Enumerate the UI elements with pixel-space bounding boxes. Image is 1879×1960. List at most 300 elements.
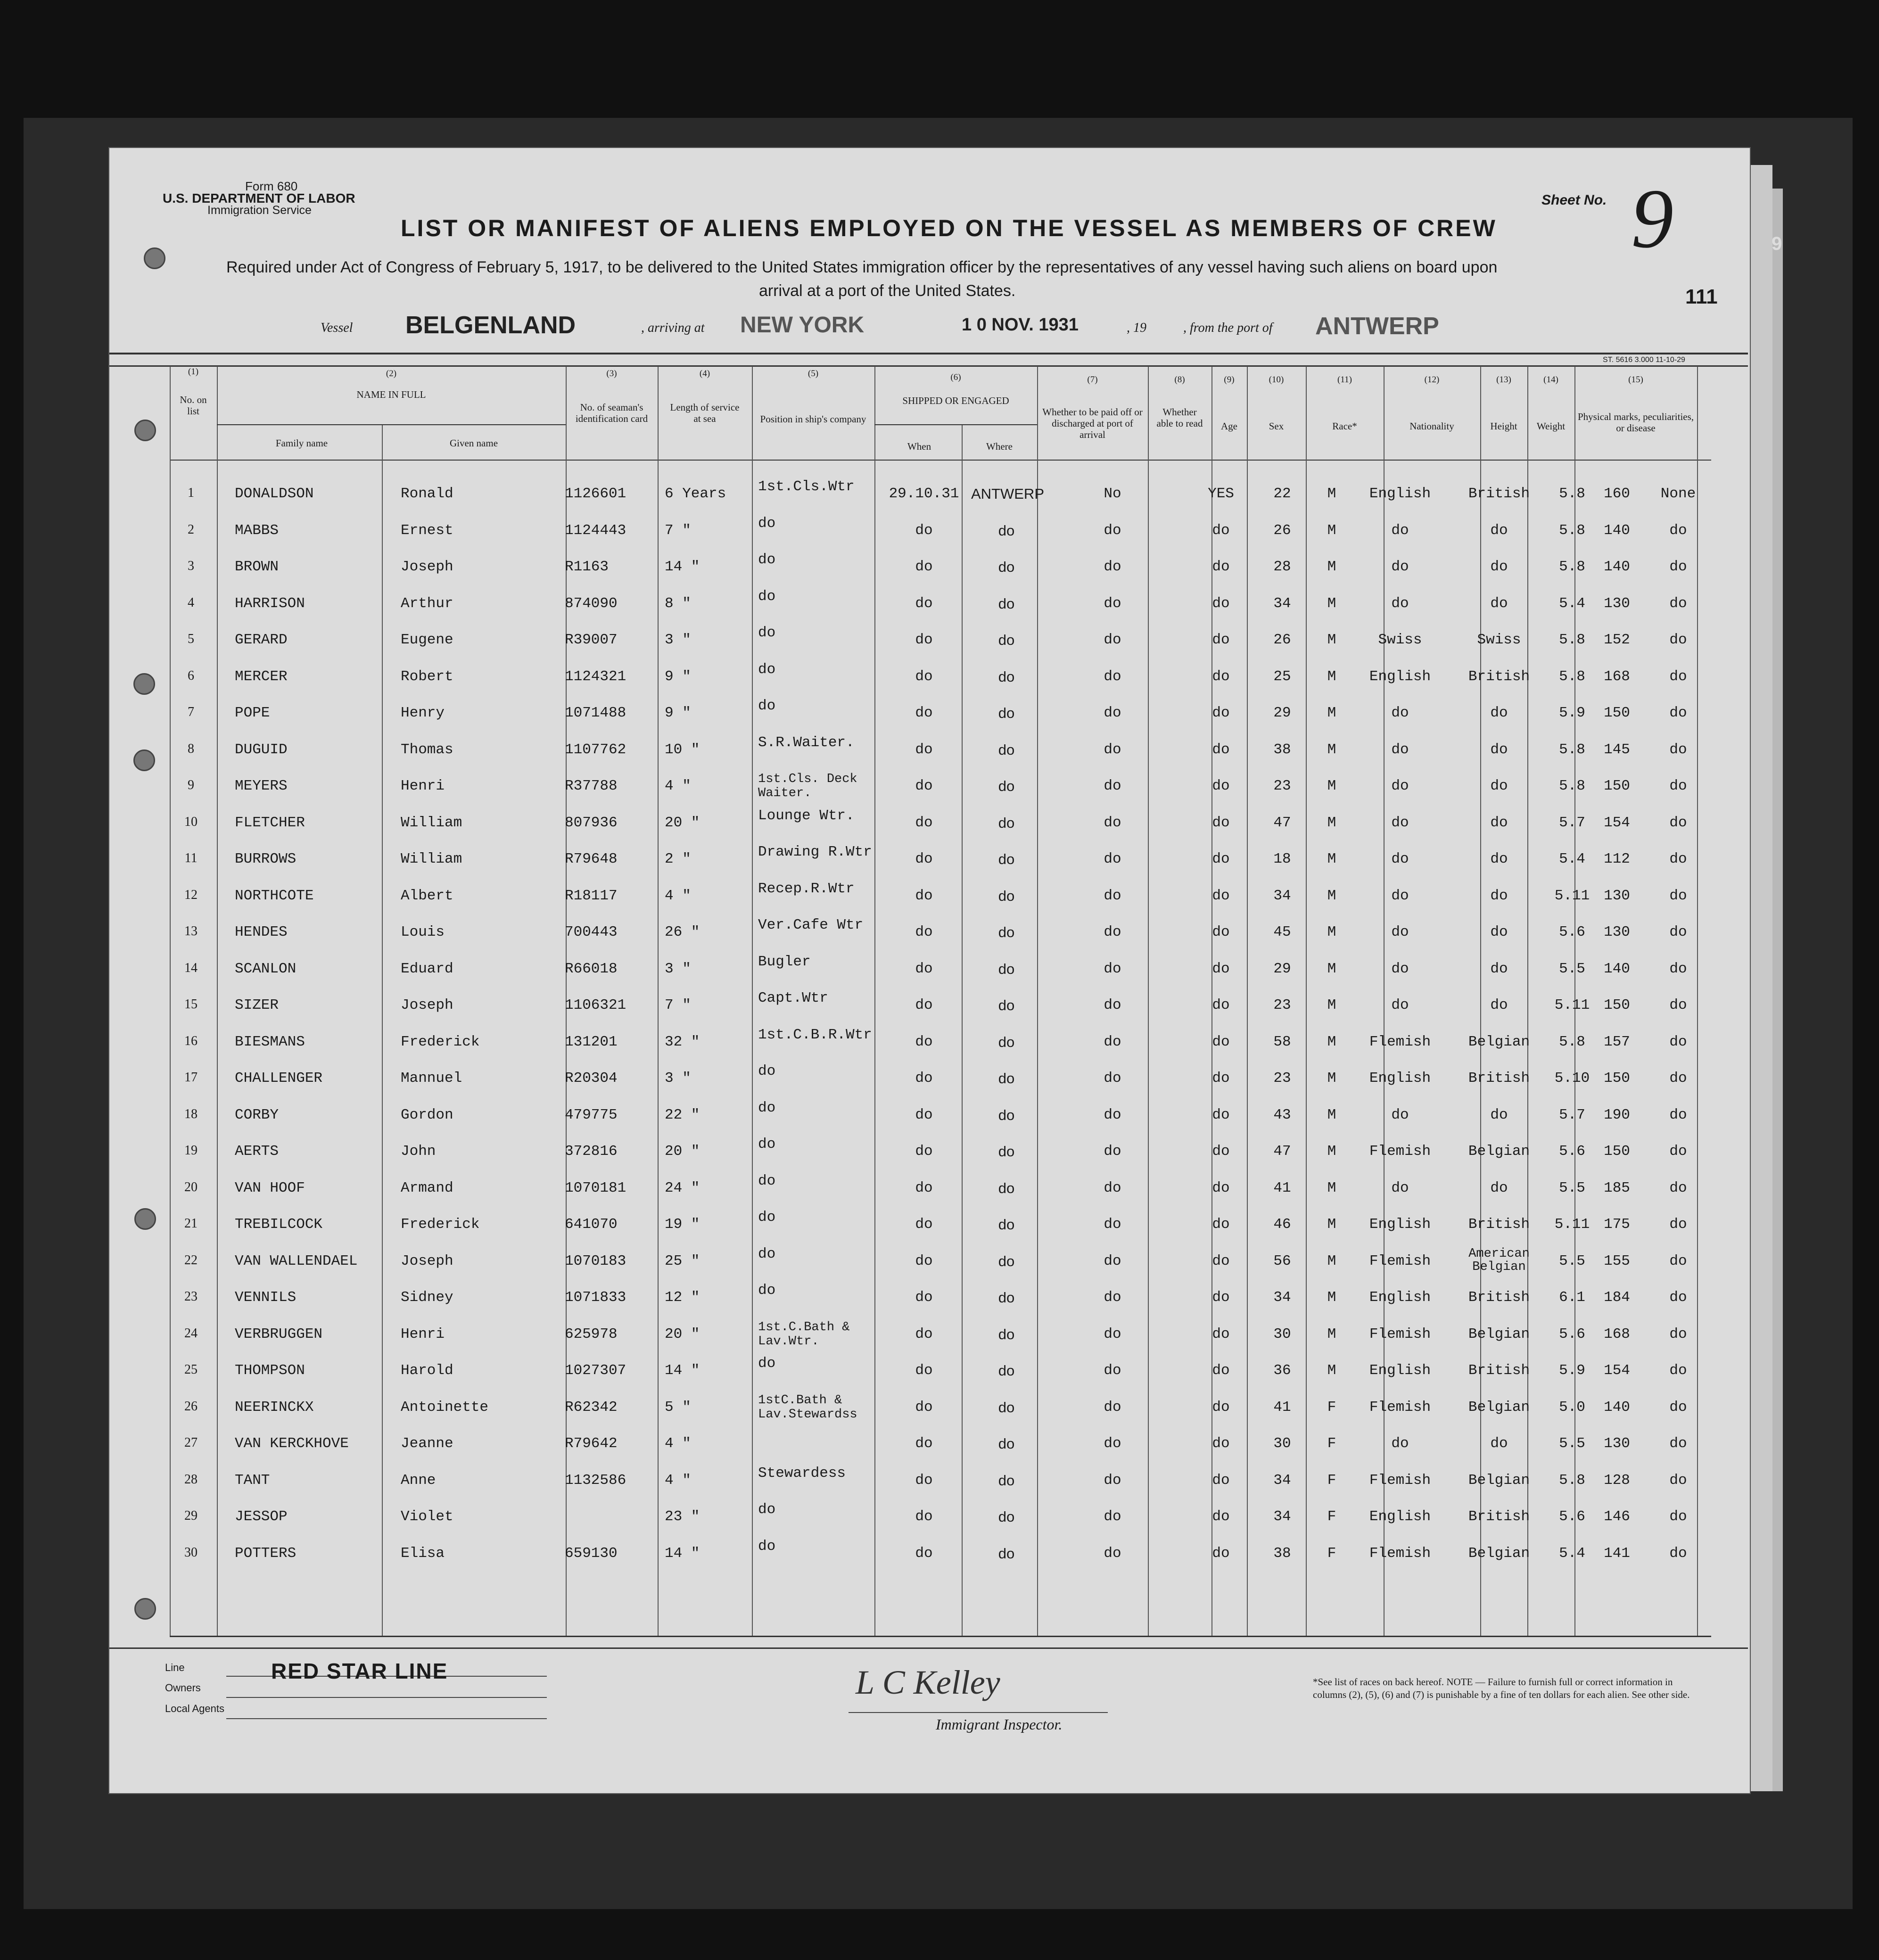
service-length: 19 " bbox=[665, 1216, 700, 1233]
seaman-id: R20304 bbox=[565, 1070, 618, 1087]
shipped-when: do bbox=[915, 1143, 933, 1160]
shipped-when: do bbox=[915, 559, 933, 575]
shipped-when: do bbox=[915, 924, 933, 940]
table-row bbox=[170, 590, 1711, 626]
service-name: Immigration Service bbox=[207, 204, 312, 217]
given-name: Frederick bbox=[401, 1033, 480, 1050]
able-to-read: do bbox=[1212, 851, 1230, 867]
physical-marks: do bbox=[1669, 1143, 1687, 1160]
service-length: 20 " bbox=[665, 1326, 700, 1342]
service-length: 32 " bbox=[665, 1033, 700, 1050]
sex: M bbox=[1327, 960, 1336, 977]
given-name: Thomas bbox=[401, 741, 453, 758]
row-number: 29 bbox=[184, 1508, 198, 1523]
table-row bbox=[170, 882, 1711, 918]
line-label: Line bbox=[165, 1662, 185, 1673]
race: do bbox=[1391, 778, 1409, 794]
able-to-read: do bbox=[1212, 778, 1230, 794]
weight: 152 bbox=[1604, 632, 1630, 648]
shipped-when: do bbox=[915, 1289, 933, 1306]
race: do bbox=[1391, 1435, 1409, 1452]
sex: M bbox=[1327, 632, 1336, 648]
row-number: 6 bbox=[188, 668, 194, 683]
seaman-id: 1071833 bbox=[565, 1289, 626, 1306]
row-number: 15 bbox=[184, 997, 198, 1012]
physical-marks: do bbox=[1669, 1472, 1687, 1489]
shipped-where: do bbox=[998, 887, 1015, 904]
family-name: NORTHCOTE bbox=[235, 887, 314, 904]
row-number: 24 bbox=[184, 1326, 198, 1341]
subtitle-line-2: arrival at a port of the United States. bbox=[759, 282, 1016, 300]
family-name: POTTERS bbox=[235, 1545, 297, 1562]
able-to-read: do bbox=[1212, 887, 1230, 904]
able-to-read: do bbox=[1212, 1326, 1230, 1342]
row-number: 28 bbox=[184, 1472, 198, 1487]
given-name: Joseph bbox=[401, 997, 453, 1013]
row-number: 2 bbox=[188, 522, 194, 537]
seaman-id: 1070181 bbox=[565, 1179, 626, 1196]
row-number: 3 bbox=[188, 559, 194, 573]
table-row bbox=[170, 1028, 1711, 1064]
weight: 160 bbox=[1604, 486, 1630, 502]
weight: 141 bbox=[1604, 1545, 1630, 1562]
service-length: 2 " bbox=[665, 851, 691, 867]
row-number: 5 bbox=[188, 632, 194, 646]
seaman-id: 1071488 bbox=[565, 705, 626, 721]
shipped-when: do bbox=[915, 1216, 933, 1233]
age: 56 bbox=[1273, 1252, 1291, 1269]
age: 22 bbox=[1273, 486, 1291, 502]
family-name: VAN HOOF bbox=[235, 1179, 305, 1196]
sex: M bbox=[1327, 778, 1336, 794]
able-to-read: do bbox=[1212, 1545, 1230, 1562]
paid-off: do bbox=[1104, 1179, 1121, 1196]
weight: 112 bbox=[1604, 851, 1630, 867]
shipped-where: do bbox=[998, 559, 1015, 575]
paid-off: No bbox=[1104, 486, 1121, 502]
service-length: 4 " bbox=[665, 778, 691, 794]
given-name: William bbox=[401, 851, 462, 867]
weight: 150 bbox=[1604, 997, 1630, 1013]
family-name: HENDES bbox=[235, 924, 288, 940]
race: do bbox=[1391, 595, 1409, 612]
col-height-number: (13) bbox=[1496, 375, 1511, 385]
nationality: do bbox=[1490, 741, 1508, 758]
shipped-where: do bbox=[998, 1326, 1015, 1342]
shipped-when: do bbox=[915, 1070, 933, 1087]
given-name: Jeanne bbox=[401, 1435, 453, 1452]
paid-off: do bbox=[1104, 1326, 1121, 1342]
position: Bugler bbox=[758, 953, 811, 970]
service-length: 23 " bbox=[665, 1508, 700, 1525]
shipped-where: do bbox=[998, 960, 1015, 977]
seaman-id: 1126601 bbox=[565, 486, 626, 502]
table-row bbox=[170, 1284, 1711, 1319]
physical-marks: do bbox=[1669, 1399, 1687, 1416]
race: do bbox=[1391, 960, 1409, 977]
shipped-when: do bbox=[915, 1435, 933, 1452]
col-where-label: Where bbox=[986, 441, 1013, 452]
height: 5.8 bbox=[1559, 1472, 1585, 1489]
col-no-label: No. on list bbox=[180, 394, 207, 417]
paid-off: do bbox=[1104, 1033, 1121, 1050]
owners-underline bbox=[226, 1697, 547, 1698]
table-row bbox=[170, 553, 1711, 589]
given-name: Arthur bbox=[401, 595, 453, 612]
shipped-where: do bbox=[998, 1399, 1015, 1416]
table-row bbox=[170, 1357, 1711, 1392]
paid-off: do bbox=[1104, 1252, 1121, 1269]
table-row bbox=[170, 1503, 1711, 1539]
able-to-read: do bbox=[1212, 1179, 1230, 1196]
physical-marks: do bbox=[1669, 1545, 1687, 1562]
able-to-read: do bbox=[1212, 1289, 1230, 1306]
race: do bbox=[1391, 851, 1409, 867]
shipped-when: 29.10.31 bbox=[889, 486, 959, 502]
seaman-id: 807936 bbox=[565, 814, 618, 831]
seaman-id: 1070183 bbox=[565, 1252, 626, 1269]
physical-marks: do bbox=[1669, 1033, 1687, 1050]
height: 5.0 bbox=[1559, 1399, 1585, 1416]
punch-hole bbox=[133, 749, 155, 771]
height: 5.4 bbox=[1559, 595, 1585, 612]
nationality: Belgian bbox=[1468, 1326, 1530, 1342]
paid-off: do bbox=[1104, 814, 1121, 831]
rule bbox=[109, 365, 1748, 367]
shipped-where: do bbox=[998, 851, 1015, 867]
weight: 150 bbox=[1604, 778, 1630, 794]
given-name: Henri bbox=[401, 1326, 445, 1342]
row-number: 4 bbox=[188, 595, 194, 610]
row-number: 30 bbox=[184, 1545, 198, 1560]
physical-marks: do bbox=[1669, 668, 1687, 685]
shipped-where: do bbox=[998, 1070, 1015, 1087]
able-to-read: do bbox=[1212, 668, 1230, 685]
col-physical-label: Physical marks, peculiarities, or disease bbox=[1577, 411, 1694, 434]
paid-off: do bbox=[1104, 668, 1121, 685]
position: do bbox=[758, 1245, 776, 1262]
sex: F bbox=[1327, 1545, 1336, 1562]
service-length: 4 " bbox=[665, 1472, 691, 1489]
able-to-read: YES bbox=[1208, 486, 1234, 502]
seaman-id: R18117 bbox=[565, 887, 618, 904]
able-to-read: do bbox=[1212, 632, 1230, 648]
table-row bbox=[170, 1466, 1711, 1502]
col-paid-label: Whether to be paid off or discharged at port of arrival bbox=[1042, 406, 1143, 441]
able-to-read: do bbox=[1212, 1252, 1230, 1269]
print-code: ST. 5616 3.000 11-10-29 bbox=[1603, 356, 1685, 364]
from-port-label: , from the port of bbox=[1183, 321, 1273, 335]
race: Swiss bbox=[1378, 632, 1422, 648]
nationality: do bbox=[1490, 522, 1508, 539]
position: 1st.C.B.R.Wtr bbox=[758, 1026, 872, 1043]
shipped-when: do bbox=[915, 1106, 933, 1123]
page-title: LIST OR MANIFEST OF ALIENS EMPLOYED ON THE VESSEL AS MEMBERS OF CREW bbox=[401, 215, 1497, 241]
able-to-read: do bbox=[1212, 997, 1230, 1013]
family-name: DUGUID bbox=[235, 741, 288, 758]
paid-off: do bbox=[1104, 741, 1121, 758]
weight: 175 bbox=[1604, 1216, 1630, 1233]
nationality: British bbox=[1468, 1508, 1530, 1525]
weight: 140 bbox=[1604, 522, 1630, 539]
age: 45 bbox=[1273, 924, 1291, 940]
physical-marks: do bbox=[1669, 887, 1687, 904]
shipped-when: do bbox=[915, 632, 933, 648]
col-id-label: No. of seaman's identification card bbox=[575, 402, 648, 425]
table-row bbox=[170, 663, 1711, 699]
weight: 140 bbox=[1604, 960, 1630, 977]
physical-marks: do bbox=[1669, 814, 1687, 831]
side-number: 9 bbox=[1772, 233, 1782, 254]
age: 29 bbox=[1273, 960, 1291, 977]
nationality: Belgian bbox=[1468, 1033, 1530, 1050]
age: 30 bbox=[1273, 1326, 1291, 1342]
shipped-when: do bbox=[915, 1326, 933, 1342]
height: 5.6 bbox=[1559, 1508, 1585, 1525]
row-number: 19 bbox=[184, 1143, 198, 1158]
weight: 168 bbox=[1604, 668, 1630, 685]
shipped-when: do bbox=[915, 960, 933, 977]
table-row bbox=[170, 772, 1711, 808]
given-name: Armand bbox=[401, 1179, 453, 1196]
position: 1st.Cls. Deck Waiter. bbox=[758, 772, 857, 800]
table-row bbox=[170, 1137, 1711, 1173]
from-port: ANTWERP bbox=[1315, 313, 1439, 340]
physical-marks: do bbox=[1669, 997, 1687, 1013]
family-name: VAN WALLENDAEL bbox=[235, 1252, 358, 1269]
family-name: BROWN bbox=[235, 559, 279, 575]
col-race-number: (11) bbox=[1337, 375, 1352, 385]
shipped-when: do bbox=[915, 1033, 933, 1050]
race: English bbox=[1369, 1289, 1431, 1306]
sex: M bbox=[1327, 522, 1336, 539]
able-to-read: do bbox=[1212, 1216, 1230, 1233]
shipped-where: do bbox=[998, 595, 1015, 612]
weight: 140 bbox=[1604, 1399, 1630, 1416]
agents-underline bbox=[226, 1718, 547, 1719]
race: English bbox=[1369, 1362, 1431, 1379]
sex: F bbox=[1327, 1508, 1336, 1525]
table-row bbox=[170, 517, 1711, 552]
table-row bbox=[170, 626, 1711, 662]
sex: M bbox=[1327, 851, 1336, 867]
shipped-when: do bbox=[915, 595, 933, 612]
seaman-id: 641070 bbox=[565, 1216, 618, 1233]
race: English bbox=[1369, 1216, 1431, 1233]
position: 1stC.Bath & Lav.Stewardss bbox=[758, 1393, 857, 1422]
race: do bbox=[1391, 1106, 1409, 1123]
rule bbox=[109, 353, 1748, 354]
position: do bbox=[758, 1538, 776, 1555]
physical-marks: do bbox=[1669, 1216, 1687, 1233]
given-name: Henri bbox=[401, 778, 445, 794]
family-name: HARRISON bbox=[235, 595, 305, 612]
shipped-where: do bbox=[998, 924, 1015, 940]
age: 34 bbox=[1273, 1289, 1291, 1306]
shipped-where: do bbox=[998, 1289, 1015, 1306]
able-to-read: do bbox=[1212, 522, 1230, 539]
shipped-where: do bbox=[998, 1179, 1015, 1196]
sex: F bbox=[1327, 1472, 1336, 1489]
row-number: 8 bbox=[188, 741, 194, 756]
paid-off: do bbox=[1104, 1472, 1121, 1489]
col-position-number: (5) bbox=[808, 369, 819, 379]
race: do bbox=[1391, 887, 1409, 904]
given-name: Elisa bbox=[401, 1545, 445, 1562]
row-number: 13 bbox=[184, 924, 198, 939]
paid-off: do bbox=[1104, 1216, 1121, 1233]
paid-off: do bbox=[1104, 1289, 1121, 1306]
vessel-line bbox=[321, 311, 1442, 342]
height: 5.6 bbox=[1559, 924, 1585, 940]
sex: M bbox=[1327, 814, 1336, 831]
family-name: BIESMANS bbox=[235, 1033, 305, 1050]
sex: M bbox=[1327, 1106, 1336, 1123]
row-number: 27 bbox=[184, 1435, 198, 1450]
seaman-id: 659130 bbox=[565, 1545, 618, 1562]
height: 5.11 bbox=[1554, 887, 1590, 904]
family-name: CHALLENGER bbox=[235, 1070, 323, 1087]
given-name: Ernest bbox=[401, 522, 453, 539]
nationality: British bbox=[1468, 1289, 1530, 1306]
age: 34 bbox=[1273, 1472, 1291, 1489]
owners-label: Owners bbox=[165, 1682, 201, 1694]
height: 5.5 bbox=[1559, 960, 1585, 977]
able-to-read: do bbox=[1212, 1508, 1230, 1525]
given-name: Joseph bbox=[401, 559, 453, 575]
family-name: VAN KERCKHOVE bbox=[235, 1435, 349, 1452]
weight: 184 bbox=[1604, 1289, 1630, 1306]
position: do bbox=[758, 625, 776, 641]
nationality: Belgian bbox=[1468, 1399, 1530, 1416]
position: do bbox=[758, 661, 776, 678]
table-row bbox=[170, 845, 1711, 881]
age: 47 bbox=[1273, 1143, 1291, 1160]
physical-marks: do bbox=[1669, 924, 1687, 940]
seaman-id: R79648 bbox=[565, 851, 618, 867]
family-name: VERBRUGGEN bbox=[235, 1326, 323, 1342]
nationality: Swiss bbox=[1477, 632, 1521, 648]
row-number: 10 bbox=[184, 814, 198, 829]
age: 25 bbox=[1273, 668, 1291, 685]
age: 41 bbox=[1273, 1179, 1291, 1196]
able-to-read: do bbox=[1212, 1033, 1230, 1050]
vessel-name: BELGENLAND bbox=[405, 312, 576, 339]
table-row bbox=[170, 1540, 1711, 1575]
given-name: John bbox=[401, 1143, 436, 1160]
physical-marks: do bbox=[1669, 632, 1687, 648]
shipped-when: do bbox=[915, 997, 933, 1013]
able-to-read: do bbox=[1212, 595, 1230, 612]
sex: M bbox=[1327, 1252, 1336, 1269]
position: Lounge Wtr. bbox=[758, 807, 855, 824]
shipped-when: do bbox=[915, 1252, 933, 1269]
shipped-where: do bbox=[998, 1033, 1015, 1050]
weight: 130 bbox=[1604, 887, 1630, 904]
age: 26 bbox=[1273, 522, 1291, 539]
nationality: do bbox=[1490, 887, 1508, 904]
age: 58 bbox=[1273, 1033, 1291, 1050]
age: 43 bbox=[1273, 1106, 1291, 1123]
punch-hole bbox=[133, 673, 155, 695]
family-name: BURROWS bbox=[235, 851, 297, 867]
weight: 130 bbox=[1604, 924, 1630, 940]
weight: 150 bbox=[1604, 705, 1630, 721]
weight: 145 bbox=[1604, 741, 1630, 758]
age: 23 bbox=[1273, 778, 1291, 794]
given-name: Violet bbox=[401, 1508, 453, 1525]
seaman-id: R79642 bbox=[565, 1435, 618, 1452]
weight: 154 bbox=[1604, 1362, 1630, 1379]
rule bbox=[170, 1636, 1711, 1637]
shipped-where: do bbox=[998, 1216, 1015, 1233]
sex: M bbox=[1327, 705, 1336, 721]
physical-marks: do bbox=[1669, 1179, 1687, 1196]
position: S.R.Waiter. bbox=[758, 734, 855, 751]
service-length: 12 " bbox=[665, 1289, 700, 1306]
nationality: do bbox=[1490, 559, 1508, 575]
weight: 150 bbox=[1604, 1070, 1630, 1087]
race: do bbox=[1391, 559, 1409, 575]
signature-underline bbox=[849, 1712, 1108, 1713]
age: 36 bbox=[1273, 1362, 1291, 1379]
sex: M bbox=[1327, 997, 1336, 1013]
given-name: Ronald bbox=[401, 486, 453, 502]
age: 46 bbox=[1273, 1216, 1291, 1233]
family-name: GERARD bbox=[235, 632, 288, 648]
given-name: Mannuel bbox=[401, 1070, 462, 1087]
age: 23 bbox=[1273, 997, 1291, 1013]
family-name: TANT bbox=[235, 1472, 270, 1489]
paid-off: do bbox=[1104, 522, 1121, 539]
physical-marks: do bbox=[1669, 595, 1687, 612]
race: do bbox=[1391, 522, 1409, 539]
sex: M bbox=[1327, 668, 1336, 685]
family-name: AERTS bbox=[235, 1143, 279, 1160]
physical-marks: None bbox=[1660, 486, 1696, 502]
nationality: do bbox=[1490, 814, 1508, 831]
service-length: 5 " bbox=[665, 1399, 691, 1416]
shipped-when: do bbox=[915, 668, 933, 685]
able-to-read: do bbox=[1212, 1106, 1230, 1123]
physical-marks: do bbox=[1669, 522, 1687, 539]
vessel-label: Vessel bbox=[321, 321, 353, 335]
able-to-read: do bbox=[1212, 814, 1230, 831]
row-number: 17 bbox=[184, 1070, 198, 1085]
given-name: Robert bbox=[401, 668, 453, 685]
paid-off: do bbox=[1104, 851, 1121, 867]
underlying-sheet-edge bbox=[1772, 189, 1783, 1791]
service-length: 25 " bbox=[665, 1252, 700, 1269]
weight: 150 bbox=[1604, 1143, 1630, 1160]
race: English bbox=[1369, 668, 1431, 685]
table-row bbox=[170, 955, 1711, 991]
paid-off: do bbox=[1104, 1362, 1121, 1379]
sheet-number: 9 bbox=[1631, 172, 1673, 265]
paid-off: do bbox=[1104, 1143, 1121, 1160]
nationality: British bbox=[1468, 1216, 1530, 1233]
subtitle-line-1: Required under Act of Congress of February 5, 1917, to be delivered to the United States immigration officer by the representatives of any vessel having such aliens on board upon bbox=[226, 258, 1498, 276]
sex: M bbox=[1327, 1179, 1336, 1196]
given-name: Eduard bbox=[401, 960, 453, 977]
seaman-id: R37788 bbox=[565, 778, 618, 794]
shipped-when: do bbox=[915, 705, 933, 721]
table-row bbox=[170, 809, 1711, 845]
position: Ver.Cafe Wtr bbox=[758, 917, 864, 933]
age: 28 bbox=[1273, 559, 1291, 575]
nationality: do bbox=[1490, 1106, 1508, 1123]
service-length: 26 " bbox=[665, 924, 700, 940]
